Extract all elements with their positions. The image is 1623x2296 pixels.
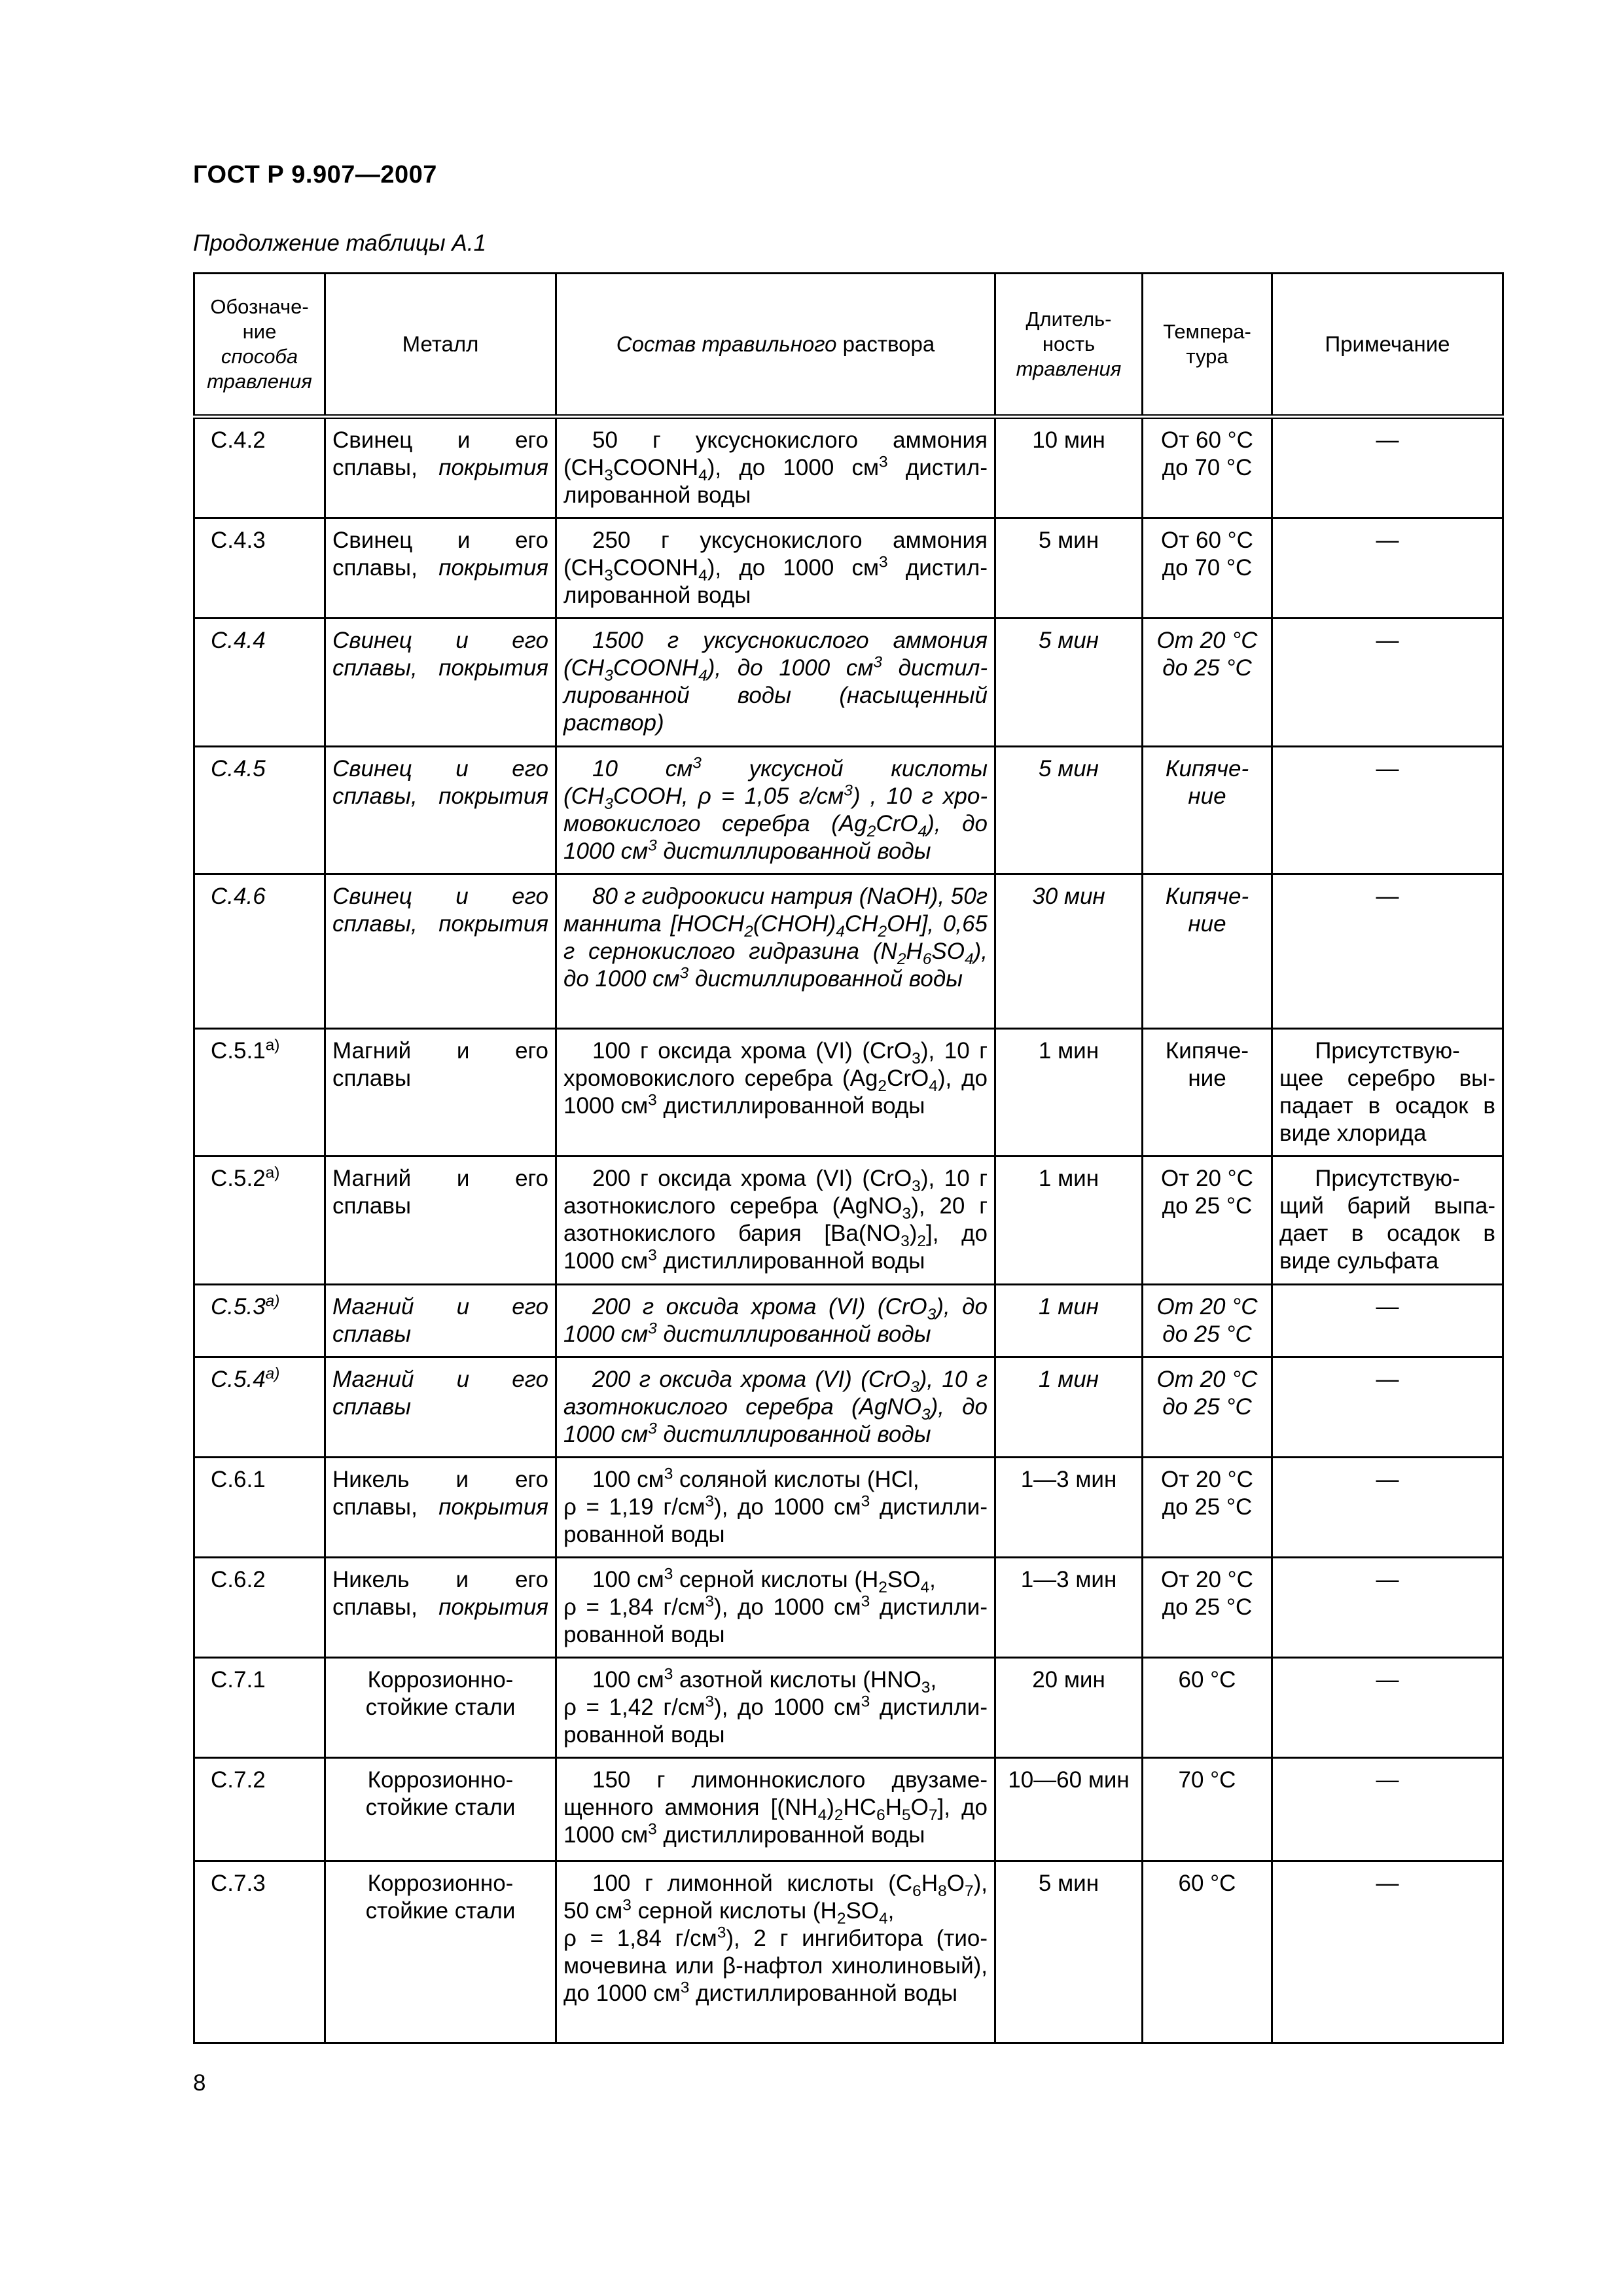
cell-composition: 200 г оксида хрома (VI) (CrO$_3$), 10 г азотнокислого серебра (AgNO$_3$), 20 г азотнокислого бария $[Ba(NO_3)_2]$, до 1000 $см^3$ дистиллированной воды	[556, 1157, 995, 1285]
cell-note: —	[1272, 1357, 1503, 1458]
cell-code: С.4.4	[194, 619, 325, 747]
cell-composition: 100 г лимонной кислоты $(C_6H_8O_7)$, 50 $см^3$ серной кислоты ($H_2SO_4$, ρ = 1,84 $г/см^3$), 2 г ингибитора (тиомочевина или β-нафтол хинолиновый), до 1000 $см^3$ дистиллированной воды	[556, 1861, 995, 2043]
cell-duration: 5 мин	[995, 1861, 1143, 2043]
cell-code: $С.5.4^{а)}$	[194, 1357, 325, 1458]
cell-metal: Магний и его сплавы	[325, 1285, 556, 1357]
table-row	[194, 747, 1503, 874]
cell-code: С.6.2	[194, 1558, 325, 1658]
cell-metal: Коррозионно- стойкие стали	[325, 1758, 556, 1861]
cell-note: —	[1272, 518, 1503, 619]
table-row	[194, 1658, 1503, 1758]
cell-note: —	[1272, 1558, 1503, 1658]
cell-composition: 100 $см^3$ соляной кислоты (HCl, ρ = 1,19 $г/см^3$), до 1000 $см^3$ дистиллированной воды	[556, 1458, 995, 1558]
cell-duration: 10—60 мин	[995, 1758, 1143, 1861]
cell-duration: 1—3 мин	[995, 1558, 1143, 1658]
cell-temperature: Кипяче- ние	[1143, 747, 1272, 874]
header-composition: Состав травильного раствора	[556, 274, 995, 417]
document-title: ГОСТ Р 9.907—2007	[193, 161, 437, 188]
etching-methods-table	[193, 272, 1504, 2044]
cell-temperature: От 20 °С до 25 °С	[1143, 1558, 1272, 1658]
cell-note: —	[1272, 1658, 1503, 1758]
cell-composition: 50 г уксуснокислого аммония $(CH_3COONH_4)$, до 1000 $см^3$ дистиллированной воды	[556, 417, 995, 518]
cell-metal: Коррозионно- стойкие стали	[325, 1861, 556, 2043]
table-row	[194, 417, 1503, 518]
cell-code: $С.5.3^{а)}$	[194, 1285, 325, 1357]
cell-temperature: От 20 °С до 25 °С	[1143, 1357, 1272, 1458]
cell-metal: Свинец и его сплавы, покрытия	[325, 747, 556, 874]
cell-note: —	[1272, 1861, 1503, 2043]
cell-composition: 10 $см^3$ уксусной кислоты ($CH_3COOH$, ρ = 1,05 $г/см^3$) , 10 г хромовокислого серебра $(Ag_2CrO_4)$, до 1000 $см^3$ дистиллированной воды	[556, 747, 995, 874]
table-row	[194, 1558, 1503, 1658]
cell-metal: Свинец и его сплавы, покрытия	[325, 518, 556, 619]
cell-temperature: 70 °С	[1143, 1758, 1272, 1861]
header-note: Примечание	[1272, 274, 1503, 417]
cell-duration: 10 мин	[995, 417, 1143, 518]
cell-metal: Магний и его сплавы	[325, 1357, 556, 1458]
header-metal: Металл	[325, 274, 556, 417]
cell-duration: 20 мин	[995, 1658, 1143, 1758]
cell-composition: 200 г оксида хрома (VI) (CrO$_3$), 10 г азотнокислого серебра (AgNO$_3$), до 1000 $см^3$ дистиллированной воды	[556, 1357, 995, 1458]
cell-code: С.4.5	[194, 747, 325, 874]
cell-metal: Свинец и его сплавы, покрытия	[325, 874, 556, 1029]
cell-note: —	[1272, 1285, 1503, 1357]
header-code: Обозначе- ние способа травления	[194, 274, 325, 417]
cell-temperature: От 20 °С до 25 °С	[1143, 1157, 1272, 1285]
table-row	[194, 518, 1503, 619]
cell-temperature: От 20 °С до 25 °С	[1143, 1285, 1272, 1357]
cell-duration: 1 мин	[995, 1357, 1143, 1458]
table-caption: Продолжение таблицы А.1	[193, 230, 486, 256]
cell-duration: 1 мин	[995, 1285, 1143, 1357]
cell-metal: Магний и его сплавы	[325, 1029, 556, 1157]
table-row	[194, 874, 1503, 1029]
cell-metal: Магний и его сплавы	[325, 1157, 556, 1285]
cell-metal: Свинец и его сплавы, покрытия	[325, 619, 556, 747]
cell-temperature: От 60 °С до 70 °С	[1143, 518, 1272, 619]
table-row	[194, 619, 1503, 747]
cell-composition: 1500 г уксуснокислого аммония $(CH_3COONH_4)$, до 1000 $см^3$ дистиллированной воды (насыщенный раствор)	[556, 619, 995, 747]
cell-composition: 100 г оксида хрома (VI) (CrO$_3$), 10 г хромовокислого серебра $(Ag_2CrO_4)$, до 1000 $см^3$ дистиллированной воды	[556, 1029, 995, 1157]
cell-code: С.4.6	[194, 874, 325, 1029]
cell-temperature: Кипяче- ние	[1143, 1029, 1272, 1157]
cell-code: С.6.1	[194, 1458, 325, 1558]
table-row	[194, 1357, 1503, 1458]
cell-duration: 5 мин	[995, 747, 1143, 874]
cell-note: Присутствую- щий барий выпа- дает в осадок в виде сульфата	[1272, 1157, 1503, 1285]
cell-note: —	[1272, 1458, 1503, 1558]
cell-note: —	[1272, 874, 1503, 1029]
cell-duration: 5 мин	[995, 518, 1143, 619]
cell-composition: 250 г уксуснокислого аммония $(CH_3COONH_4)$, до 1000 $см^3$ дистиллированной воды	[556, 518, 995, 619]
table-row	[194, 1861, 1503, 2043]
cell-composition: 100 $см^3$ азотной кислоты ($HNO_3$, ρ = 1,42 $г/см^3$), до 1000 $см^3$ дистиллированной воды	[556, 1658, 995, 1758]
table-row	[194, 1285, 1503, 1357]
table-row	[194, 1458, 1503, 1558]
cell-composition: 80 г гидроокиси натрия (NaOH), 50г маннита $[HOCH_2(CHOH)_4CH_2OH]$, 0,65 г сернокислого гидразина $(N_2H_6SO_4)$, до 1000 $см^3$ дистиллированной воды	[556, 874, 995, 1029]
cell-code: $С.5.2^{а)}$	[194, 1157, 325, 1285]
cell-note: —	[1272, 417, 1503, 518]
cell-duration: 1—3 мин	[995, 1458, 1143, 1558]
cell-duration: 1 мин	[995, 1029, 1143, 1157]
cell-code: С.7.1	[194, 1658, 325, 1758]
cell-duration: 30 мин	[995, 874, 1143, 1029]
cell-temperature: Кипяче- ние	[1143, 874, 1272, 1029]
cell-temperature: 60 °С	[1143, 1861, 1272, 2043]
cell-temperature: 60 °С	[1143, 1658, 1272, 1758]
cell-temperature: От 60 °С до 70 °С	[1143, 417, 1272, 518]
cell-composition: 100 $см^3$ серной кислоты ($H_2SO_4$, ρ = 1,84 $г/см^3$), до 1000 $см^3$ дистиллированной воды	[556, 1558, 995, 1658]
cell-note: —	[1272, 747, 1503, 874]
cell-metal: Свинец и его сплавы, покрытия	[325, 417, 556, 518]
header-duration: Длитель- ность травления	[995, 274, 1143, 417]
cell-metal: Коррозионно- стойкие стали	[325, 1658, 556, 1758]
table-row	[194, 1029, 1503, 1157]
table-row	[194, 1758, 1503, 1861]
cell-code: С.4.3	[194, 518, 325, 619]
cell-duration: 5 мин	[995, 619, 1143, 747]
cell-temperature: От 20 °С до 25 °С	[1143, 1458, 1272, 1558]
cell-code: $С.5.1^{а)}$	[194, 1029, 325, 1157]
cell-duration: 1 мин	[995, 1157, 1143, 1285]
cell-code: С.7.3	[194, 1861, 325, 2043]
cell-code: С.7.2	[194, 1758, 325, 1861]
cell-note: —	[1272, 619, 1503, 747]
cell-metal: Никель и его сплавы, покрытия	[325, 1558, 556, 1658]
page-number: 8	[193, 2070, 206, 2096]
cell-temperature: От 20 °С до 25 °С	[1143, 619, 1272, 747]
cell-code: С.4.2	[194, 417, 325, 518]
cell-note: Присутствую- щее серебро вы- падает в осадок в виде хлорида	[1272, 1029, 1503, 1157]
header-temperature: Темпера- тура	[1143, 274, 1272, 417]
table-row	[194, 1157, 1503, 1285]
table-header-row	[194, 274, 1503, 417]
cell-composition: 200 г оксида хрома (VI) (CrO$_3$), до 1000 $см^3$ дистиллированной воды	[556, 1285, 995, 1357]
cell-note: —	[1272, 1758, 1503, 1861]
cell-composition: 150 г лимоннокислого двузамещенного аммония $[(NH_4)_2HC_6H_5O_7]$, до 1000 $см^3$ дистиллированной воды	[556, 1758, 995, 1861]
cell-metal: Никель и его сплавы, покрытия	[325, 1458, 556, 1558]
